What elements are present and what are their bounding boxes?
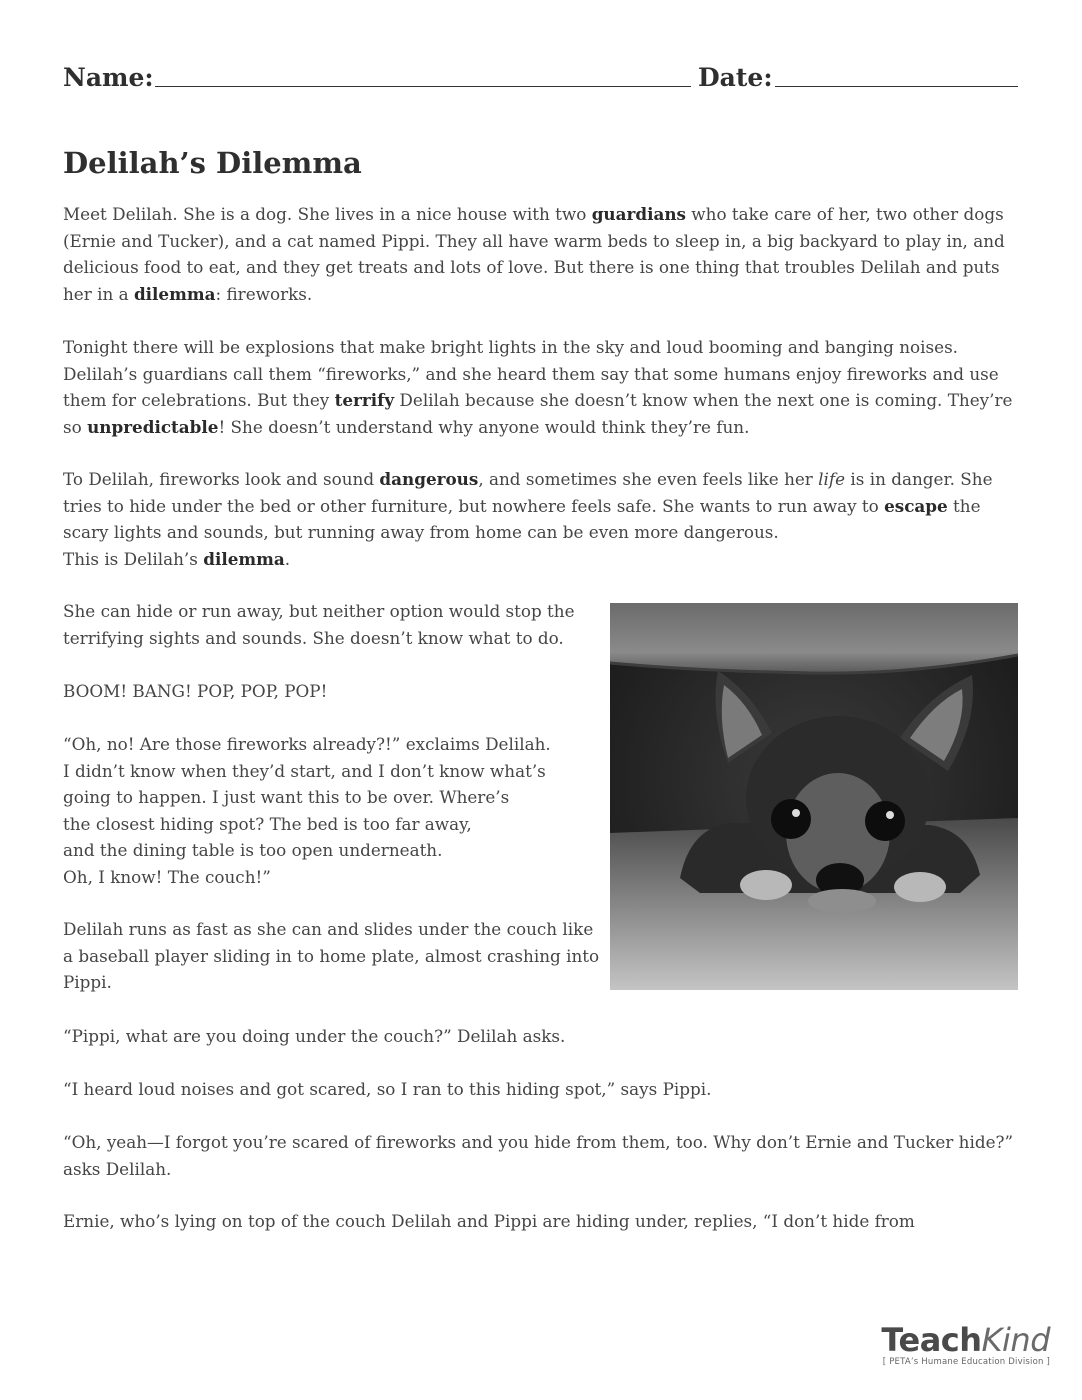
paragraph: “Pippi, what are you doing under the couch?” Delilah asks. (63, 1026, 566, 1046)
name-blank-line[interactable] (155, 86, 691, 87)
paragraph: “I heard loud noises and got scared, so I ran to this hiding spot,” says Pippi. (63, 1079, 712, 1099)
bold-term: dilemma (203, 548, 285, 569)
bold-term: dilemma (133, 283, 216, 304)
brand-tagline: [ PETA’s Humane Education Division ] (882, 1357, 1050, 1367)
date-blank-line[interactable] (775, 86, 1018, 87)
brand-name-part1: Teach (881, 1321, 982, 1359)
bold-term: guardians (591, 204, 686, 224)
paragraph: “Oh, yeah—I forgot you’re scared of fireworks and you hide from them, too. Why don’t Ernie and Tucker hide?” asks Delilah. (63, 1132, 1014, 1179)
bold-term: dangerous (379, 469, 479, 489)
paragraph: “Oh, no! Are those fireworks already?!” exclaims Delilah. I didn’t know when they’d start, and I don’t know what’s going to happen. I just want this to be over. Where’s the closest hiding spot? The bed is too far away, and the dining table is too open underneath. Oh, I know! The couch!” (63, 734, 551, 887)
bold-term: unpredictable (87, 416, 219, 437)
paragraph: To Delilah, fireworks look and sound dangerous, and sometimes she even feels like her life is in danger. She tries to hide under the bed or other furniture, but nowhere feels safe. She wants to run away to escape the scary lights and sounds, but running away from home can be even more dangerous. This is Delilah’s dilemma. (63, 469, 993, 569)
brand-name-part2: Kind (981, 1321, 1050, 1359)
date-label: Date: (698, 63, 773, 92)
page-title: Delilah’s Dilemma (63, 146, 362, 180)
paragraph: BOOM! BANG! POP, POP, POP! (63, 681, 328, 701)
teachkind-logo (881, 1322, 1050, 1367)
name-date-header (63, 62, 1018, 94)
paragraph: She can hide or run away, but neither option would stop the terrifying sights and sounds. She doesn’t know what to do. (63, 601, 575, 648)
bold-term: terrify (334, 390, 395, 410)
paragraph: Tonight there will be explosions that make bright lights in the sky and loud booming and banging noises. Delilah’s guardians call them “fireworks,” and she heard them say that some humans enjoy fireworks and use them for celebrations. But they terrify Delilah because she doesn’t know when the next one is coming. They’re so unpredictable! She doesn’t understand why anyone would think they’re fun. (63, 337, 1013, 437)
paragraph: Delilah runs as fast as she can and slides under the couch like a baseball player sliding in to home plate, almost crashing into Pippi. (63, 919, 600, 992)
dog-under-couch-photo (610, 603, 1018, 990)
paragraph: Meet Delilah. She is a dog. She lives in a nice house with two guardians who take care of her, two other dogs (Ernie and Tucker), and a cat named Pippi. They all have warm beds to sleep in, a big backyard to play in, and delicious food to eat, and they get treats and lots of love. But there is one thing that troubles Delilah and puts her in a dilemma: fireworks. (63, 204, 1005, 304)
italic-term: life (818, 469, 846, 489)
name-label: Name: (63, 63, 154, 92)
paragraph: Ernie, who’s lying on top of the couch Delilah and Pippi are hiding under, replies, “I don’t hide from (63, 1211, 915, 1231)
brand-name (881, 1322, 1050, 1358)
bold-term: escape (884, 495, 948, 516)
